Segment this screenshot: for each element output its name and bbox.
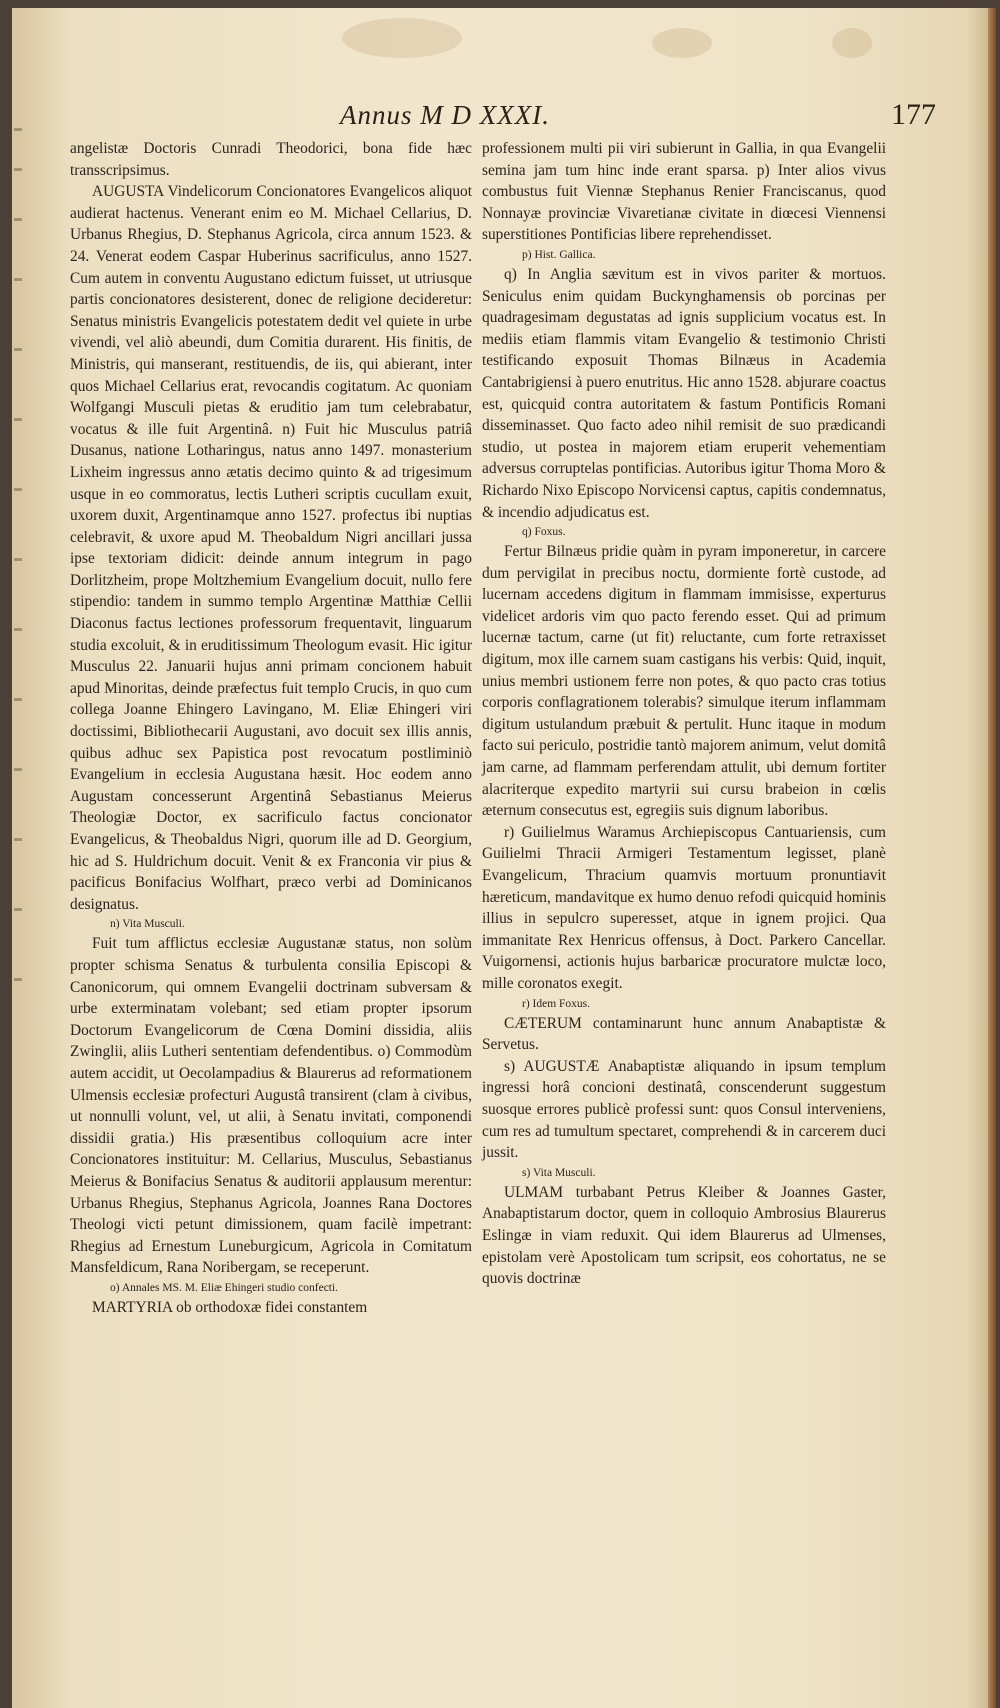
paragraph: Fertur Bilnæus pridie quàm in pyram imponeretur, in carcere dum pervigilat in precibus noctu, dormiente fortè custode, ad lucernam accedens digitum in flammam immisisse, experturus videlicet ardoris vim quo pacto ferendo esset. Qui ad primum lucernæ tactum, carne (ut fit) reluctante, cum forte retraxisset digitum, mox ille carnem suam castigans his verbis: Quid, inquit, unius membri ustionem ferre non potes, & quo pacto cras totius corporis conflagrationem tolerabis? simulque iterum inflammam digitum ustulandum præbuit & pertulit. Hunc itaque in modum facto sui periculo, postridie tantò majorem animum, velut domitâ jam carne, ad flammam perferendam attulit, ubi demum fortiter alacriterque expedito martyrii sui cursu brabeion in cœlis æternum consecutus est, egregiis suis dignum laboribus. xyxy=(482,543,886,820)
page-number: 177 xyxy=(891,98,936,131)
paragraph: MARTYRIA ob orthodoxæ fidei constantem xyxy=(92,1298,368,1316)
footnote: n) Vita Musculi. xyxy=(110,918,185,931)
right-text-column xyxy=(482,138,886,1290)
paper-stain xyxy=(342,18,462,58)
paper-stain xyxy=(652,28,712,58)
book-page xyxy=(12,8,996,1708)
footnote: s) Vita Musculi. xyxy=(522,1166,596,1179)
paragraph: AUGUSTA Vindelicorum Concionatores Evangelicos aliquot audierat hactenus. Venerant enim eo M. Michael Cellarius, D. Urbanus Rhegius, D. Stephanus Agricola, circa annum 1523. & 24. Venerat eodem Caspar Huberinus sacrificulus, anno 1527. Cum autem in conventu Augustano edictum fuisset, ut utriusque partis concionatores desisterent, donec de religione decideretur: Senatus ministris Evangelicis potestatem dedit vel quiete in urbe vivendi, vel aliò abeundi, dum Comitia durarent. His finitis, de Ministris, qui manserant, restituendis, de iis, qui abierant, inter quos Michael Cellarius erat, revocandis cogitatum. Ac quoniam Wolfgangi Musculi pietas & eruditio jam tum celebrabatur, vocatus & ille fuit Argentinâ. n) Fuit hic Musculus patriâ Dusanus, natione Lotharingus, natus anno 1497. monasterium Lixheim ingressus anno ætatis decimo quinto & ad trigesimum usque in eo commoratus, lectis Lutheri scriptis cucullam exuit, uxorem duxit, Argentinamque anno 1527. profectus ibi nuptias celebravit, & uxore apud M. Theobaldum Nigri ancillari jussa ipse textoriam didicit: deinde annum integrum in pago Dorlitzheim, prope Moltzhemium Evangelium docuit, nullo fere stipendio: tandem in summo templo Argentinæ Matthiæ Cellii Diaconus factus lectiones professorum frequentavit, linguarum studia excoluit, & in eruditissimum Theologum evasit. Hic igitur Musculus 22. Januarii hujus anni primam concionem habuit apud Minoritas, deinde præfectus fuit templo Crucis, in quo cum collega Joanne Ehingero Lavingano, M. Eliæ Ehingeri viri doctissimi, Bibliothecarii Augustani, avo docuit sex illis annis, quibus adhuc sex Papistica post revocatum postliminiò Evangelium in ecclesia Augustana hæsit. Hoc eodem anno Augustam concesserunt Argentinâ Sebastianus Meierus Theologiæ Doctor, ex sacrificulo factus concionator Evangelicus, & Theobaldus Nigri, quorum ille ad D. Georgium, hic ad S. Huldrichum docuit. Venit & ex Franconia vir pius & pacificus Bonifacius Wolfhart, præco verbi ad Dominicanos designatus. xyxy=(70,183,472,913)
footnote: q) Foxus. xyxy=(522,526,566,539)
running-title: Annus M D XXXI. xyxy=(340,100,550,130)
gutter-marks xyxy=(12,128,26,1028)
footnote: p) Hist. Gallica. xyxy=(522,248,596,261)
left-text-column xyxy=(70,138,472,1318)
footnote: o) Annales MS. M. Eliæ Ehingeri studio confecti. xyxy=(110,1281,339,1294)
paragraph: q) In Anglia sævitum est in vivos pariter & mortuos. Seniculus enim quidam Buckynghamensis ob porcinas per quadragesimam degustatas ad ignis supplicium vocatus est. In mediis etiam flammis vitam Evangelio & testimonio Christi testificando exposuit Thomas Bilnæus in Academia Cantabrigiensi à puero enutritus. Hic anno 1528. abjurare coactus est, quicquid contra autoritatem & fastum Pontificis Romani disseminasset. Quo facto adeo nihil remisit de suo prædicandi studio, ut postea in majorem etiam eruperit vehementiam adversus corruptelas pontificias. Autoribus igitur Thoma Moro & Richardo Nixo Episcopo Norvicensi captus, capitis condemnatus, & incendio adjudicatus est. xyxy=(482,265,886,521)
paper-stain xyxy=(832,28,872,58)
footnote: r) Idem Foxus. xyxy=(522,997,591,1010)
page-header xyxy=(12,96,996,136)
page-edge xyxy=(988,8,996,1708)
paragraph: s) AUGUSTÆ Anabaptistæ aliquando in ipsum templum ingressi horâ concioni destinatâ, conscenderunt suggestum suosque errores publicè professi sunt: quos Consul interveniens, cum res ad tumultum spectaret, comprehendi & in carcerem duci jussit. xyxy=(482,1057,886,1162)
paragraph: r) Guilielmus Waramus Archiepiscopus Cantuariensis, cum Guilielmi Thracii Armigeri Testamentum legisset, planè Evangelicum, Thracium quamvis mortuum pronuntiavit hæreticum, mandavitque ex humo denuo refodi quicquid hominis illius in sepulcro superesset, atque in ignem projici. Qua immanitate Rex Henricus offensus, à Doct. Parkero Cancellar. Vuigornensi, actionis hujus barbaricæ procuratore mulctæ loco, mille coronatos exegit. xyxy=(482,823,886,992)
paragraph: ULMAM turbabant Petrus Kleiber & Joannes Gaster, Anabaptistarum doctor, quem in colloquio Ambrosius Blaurerus Eslingæ in viam reduxit. Qui idem Blaurerus ad Ulmenses, epistolam verè Apostolicam tum scripsit, eos cohortatus, ne se quovis doctrinæ xyxy=(482,1183,886,1288)
paragraph: CÆTERUM contaminarunt hunc annum Anabaptistæ & Servetus. xyxy=(482,1014,886,1054)
paragraph: Fuit tum afflictus ecclesiæ Augustanæ status, non solùm propter schisma Senatus & turbulenta consilia Episcopi & Canonicorum, qui omnem Evangelii doctrinam subversam & urbe exterminatam volebant; sed etiam propter ipsorum Doctorum Evangelicorum de Cœna Domini dissidia, aliis Zwinglii, aliis Lutheri sententiam defendentibus. o) Commodùm autem accidit, ut Oecolampadius & Blaurerus ad reformationem Ulmensis ecclesiæ profecturi Augustâ transirent (clam à civibus, ut nonnulli volunt, vel, ut alii, à Senatu invitati, componendi dissidii gratia.) His præsentibus colloquium acre inter Concionatores instituitur: M. Cellarius, Musculus, Sebastianus Meierus & Bonifacius Senatus & auditorii applausum merentur: Urbanus Rhegius, Stephanus Agricola, Joannes Rana Doctores Theologi victi petunt dimissionem, quam facilè impetrant: Rhegius ad Ernestum Luneburgicum, Agricola in Comitatum Mansfeldicum, Rana Noribergam, se receperunt. xyxy=(70,935,472,1277)
paragraph: professionem multi pii viri subierunt in Gallia, in qua Evangelii semina jam tum hinc inde erant sparsa. p) Inter alios vivus combustus fuit Viennæ Stephanus Renier Franciscanus, quod Nonnayæ provinciæ Vivaretianæ civitate in diœcesi Viennensi superstitiones Pontificias libere reprehendisset. xyxy=(482,140,886,244)
paragraph: angelistæ Doctoris Cunradi Theodorici, bona fide hæc transscripsimus. xyxy=(70,140,472,179)
